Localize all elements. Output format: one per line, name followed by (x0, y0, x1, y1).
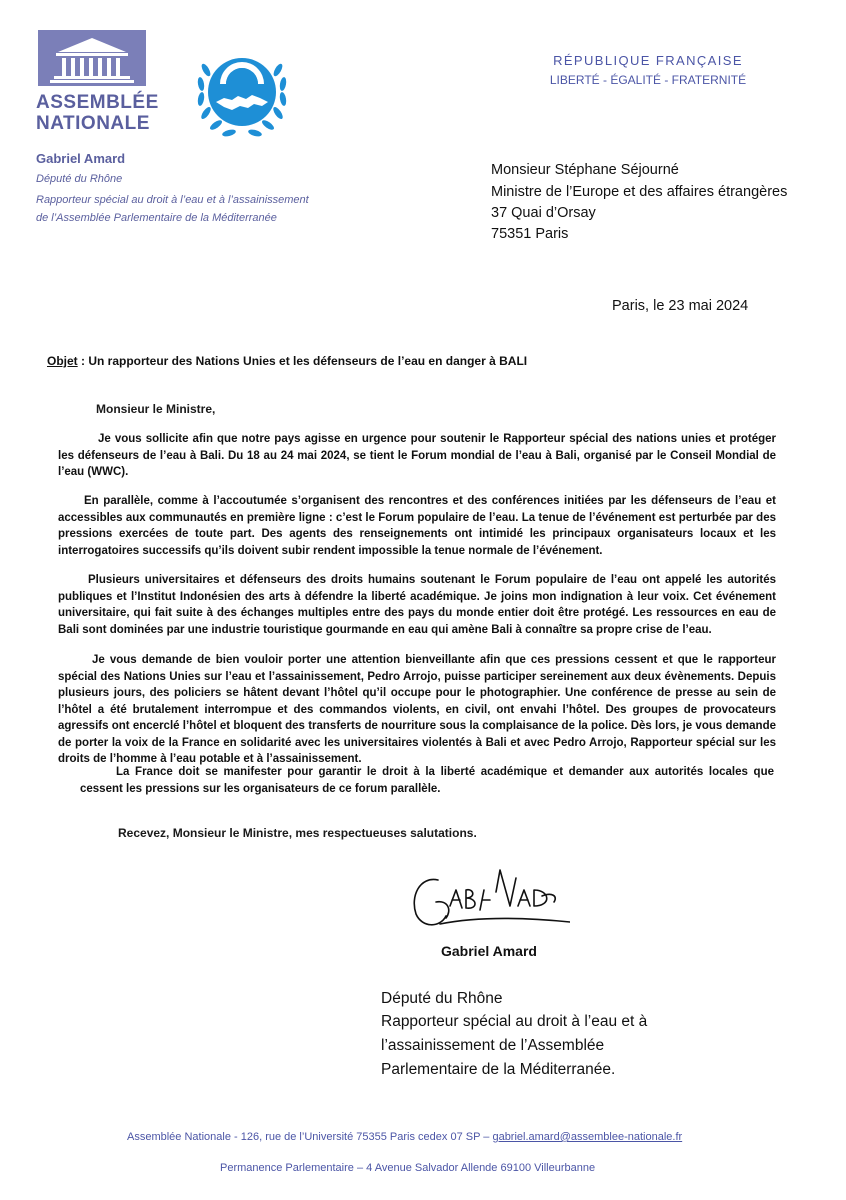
salutation: Monsieur le Ministre, (96, 402, 216, 416)
apm-logo (192, 40, 292, 144)
paragraph-1: Je vous sollicite afin que notre pays agisse en urgence pour soutenir le Rapporteur spécial des nations unies et protéger les défenseurs de l’eau à Bali. Du 18 au 24 mai 2024, se tient le Forum mondial de l’eau à Bali, organisé par le Conseil Mondial de l’eau (WWC). (58, 433, 776, 478)
republique-motto: LIBERTÉ - ÉGALITÉ - FRATERNITÉ (549, 73, 747, 87)
footer-permanence: Permanence Parlementaire – 4 Avenue Salvador Allende 69100 Villeurbanne (220, 1162, 596, 1174)
signature-name: Gabriel Amard (441, 943, 537, 959)
signature-parlementaire-line: Parlementaire de la Méditerranée. (381, 1061, 616, 1078)
assemblee-logo-text: ASSEMBLÉE NATIONALE (36, 92, 159, 134)
letter-date: Paris, le 23 mai 2024 (612, 298, 749, 314)
subject-line (47, 354, 527, 368)
recipient-street: 37 Quai d’Orsay (491, 205, 596, 221)
republique-francaise-title: RÉPUBLIQUE FRANÇAISE (553, 53, 743, 68)
assemblee-nationale-logo (36, 30, 159, 134)
handwritten-signature (400, 866, 570, 946)
paragraph-2: En parallèle, comme à l’accoutumée s’organisent des rencontres et des conférences initiées par les défenseurs de l’eau et accessibles aux communautés en première ligne : c’est le Forum populaire de l’eau. La tenue de l’événement est perturbée par des pressions exercées de toute part. Des agents des renseignements ont intimidé les principaux organisateurs locaux et les interrogatoires successifs qu’ils doivent subir rendent impossible la tenue normale de l’événement. (58, 495, 776, 557)
sender-assembly-line: de l’Assemblée Parlementaire de la Méditerranée (36, 212, 277, 224)
recipient-title: Ministre de l’Europe et des affaires étrangères (491, 184, 788, 200)
paragraph-4: Je vous demande de bien vouloir porter une attention bienveillante afin que ces pressions cessent et que le rapporteur spécial des Nations Unies sur l’eau et l’assainissement, Pedro Arrojo, puisse participer sereinement aux deux évènements. Depuis plusieurs jours, des policiers se hâtent devant l’hôtel qu’il occupe pour le photographier. Une conférence de presse au sein de l’hôtel a été brutalement interrompue et des commandos violents, en civil, ont envahi l’hôtel. Des groupes de provocateurs agressifs ont encerclé l’hôtel et bloquent des transferts de nourriture sous la complaisance de la police. Dès lors, je vous demande de porter la voix de la France en solidarité avec les universitaires violentés à Bali et avec Pedro Arrojo, Rapporteur spécial sur les droits de l’homme à l’eau potable et à l’assainissement. (58, 654, 776, 765)
assemblee-building-emblem (38, 30, 146, 86)
subject-label: Objet (47, 354, 78, 368)
footer-address (127, 1131, 682, 1143)
paragraph-5: La France doit se manifester pour garantir le droit à la liberté académique et demander aux autorités locales que cessent les pressions sur les organisateurs de ce forum parallèle. (80, 766, 774, 795)
recipient-name: Monsieur Stéphane Séjourné (491, 162, 679, 178)
sender-role: Député du Rhône (36, 173, 123, 185)
footer-email-link[interactable]: gabriel.amard@assemblee-nationale.fr (492, 1131, 683, 1143)
subject-text: : Un rapporteur des Nations Unies et les défenseurs de l’eau en danger à BALI (77, 354, 528, 368)
footer-address-text: Assemblée Nationale - 126, rue de l’Université 75355 Paris cedex 07 SP – (127, 1131, 493, 1143)
signature-assainissement-line: l’assainissement de l’Assemblée (381, 1037, 605, 1054)
closing-formula: Recevez, Monsieur le Ministre, mes respectueuses salutations. (118, 826, 477, 840)
signature-rapporteur-line: Rapporteur spécial au droit à l’eau et à (381, 1013, 648, 1030)
recipient-city: 75351 Paris (491, 226, 569, 242)
signature-role: Député du Rhône (381, 990, 503, 1007)
sender-name: Gabriel Amard (36, 151, 126, 166)
sender-rapporteur-line: Rapporteur spécial au droit à l’eau et à l’assainissement (36, 194, 309, 206)
paragraph-3: Plusieurs universitaires et défenseurs des droits humains soutenant le Forum populaire de l’eau ont appelé les autorités publiques et l’Institut Indonésien des arts à défendre la liberté académique. Je joins mon indignation à leur voix. Cet événement universitaire, qui fait suite à des échanges multiples entre des pays du monde entier doit être protégé. Les ressources en eau de Bali sont dominées par une industrie touristique gourmande en eau qui amène Bali à connaître sa propre crise de l’eau. (58, 574, 776, 636)
